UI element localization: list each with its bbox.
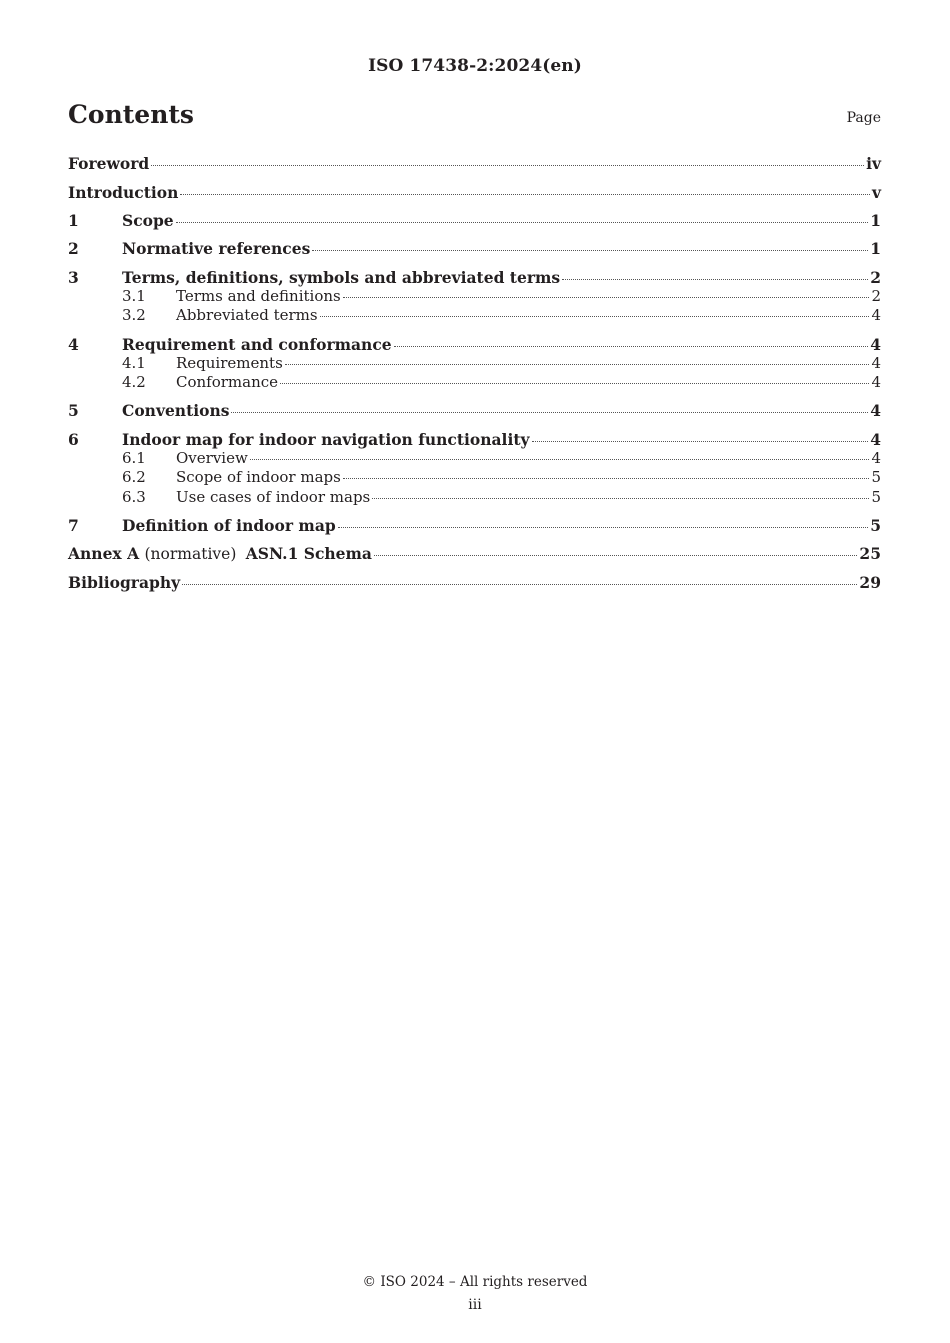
- dot-leader: [151, 164, 864, 166]
- toc-entry-section-3[interactable]: [68, 268, 881, 287]
- toc-entry-title: Normative references: [122, 239, 311, 258]
- toc-entry-title: Conventions: [122, 401, 230, 420]
- toc-entry-section-3-1[interactable]: [68, 287, 881, 305]
- annex-qualifier: (normative): [144, 545, 237, 563]
- toc-entry-section-3-2[interactable]: [68, 306, 881, 324]
- toc-entry-title: Definition of indoor map: [122, 516, 336, 535]
- dot-leader: [231, 411, 868, 413]
- toc-entry-page: 25: [859, 544, 881, 563]
- toc-entry-number: 6: [68, 430, 79, 449]
- toc-entry-page: 2: [871, 287, 881, 305]
- dot-leader: [343, 477, 870, 479]
- toc-entry-section-6-3[interactable]: [68, 488, 881, 506]
- toc-entry-section-4[interactable]: [68, 335, 881, 354]
- toc-entry-section-6-2[interactable]: [68, 468, 881, 486]
- toc-entry-title: Use cases of indoor maps: [176, 488, 371, 506]
- toc-entry-number: 7: [68, 516, 79, 535]
- toc-entry-title: Scope of indoor maps: [176, 468, 341, 486]
- toc-entry-section-1[interactable]: [68, 211, 881, 230]
- toc-entry-number: 4.1: [122, 354, 146, 372]
- toc-entry-page: v: [871, 183, 881, 202]
- toc-entry-section-4-1[interactable]: [68, 354, 881, 372]
- toc-entry-number: 6.2: [122, 468, 146, 486]
- dot-leader: [285, 363, 870, 365]
- toc-entry-number: 4: [68, 335, 79, 354]
- toc-entry-title: Overview: [176, 449, 248, 467]
- dot-leader: [372, 497, 869, 499]
- toc-entry-title: Terms, definitions, symbols and abbreviated terms: [122, 268, 561, 287]
- toc-entry-title: Indoor map for indoor navigation functionality: [122, 430, 530, 449]
- toc-entry-number: 6.3: [122, 488, 146, 506]
- dot-leader: [176, 221, 869, 223]
- toc-entry-page: 4: [870, 335, 881, 354]
- toc-entry-page: 2: [870, 268, 881, 287]
- dot-leader: [312, 249, 868, 251]
- dot-leader: [320, 315, 870, 317]
- toc-entry-number: 3.1: [122, 287, 146, 305]
- toc-entry-page: iv: [866, 154, 881, 173]
- dot-leader: [180, 193, 870, 195]
- toc-entry-foreword[interactable]: [68, 154, 881, 173]
- toc-entry-page: 4: [871, 373, 881, 391]
- toc-entry-number: 3: [68, 268, 79, 287]
- toc-entry-number: 2: [68, 239, 79, 258]
- dot-leader: [562, 278, 868, 280]
- toc-entry-title: Requirements: [176, 354, 283, 372]
- toc-entry-title: Abbreviated terms: [176, 306, 318, 324]
- toc-entry-section-6[interactable]: [68, 430, 881, 449]
- toc-entry-page: 5: [871, 468, 881, 486]
- dot-leader: [182, 583, 857, 585]
- toc-entry-page: 4: [870, 401, 881, 420]
- dot-leader: [338, 526, 869, 528]
- toc-entry-page: 4: [870, 430, 881, 449]
- toc-entry-number: 6.1: [122, 449, 146, 467]
- toc-entry-title: Terms and definitions: [176, 287, 341, 305]
- toc-entry-title: Introduction: [68, 183, 179, 202]
- toc-entry-bibliography[interactable]: [68, 573, 881, 592]
- toc-entry-title: Foreword: [68, 154, 150, 173]
- dot-leader: [280, 382, 869, 384]
- toc-entry-number: 3.2: [122, 306, 146, 324]
- toc-entry-title: [68, 544, 372, 563]
- toc-entry-page: 4: [871, 354, 881, 372]
- dot-leader: [532, 440, 869, 442]
- toc-entry-title: Conformance: [176, 373, 279, 391]
- dot-leader: [250, 458, 870, 460]
- toc-entry-introduction[interactable]: [68, 183, 881, 202]
- contents-title: Contents: [68, 100, 195, 129]
- toc-entry-section-5[interactable]: [68, 401, 881, 420]
- page-number: iii: [468, 1297, 482, 1313]
- toc-entry-title: Bibliography: [68, 573, 181, 592]
- toc-entry-page: 1: [870, 239, 881, 258]
- toc-entry-section-7[interactable]: [68, 516, 881, 535]
- toc-entry-section-2[interactable]: [68, 239, 881, 258]
- toc-entry-number: 4.2: [122, 373, 146, 391]
- toc-entry-title: Requirement and conformance: [122, 335, 392, 354]
- toc-entry-number: 1: [68, 211, 79, 230]
- annex-label: Annex A: [68, 544, 140, 563]
- toc-entry-section-6-1[interactable]: [68, 449, 881, 467]
- page-column-label: Page: [846, 110, 881, 126]
- toc-entry-page: 5: [870, 516, 881, 535]
- annex-title: ASN.1 Schema: [245, 544, 372, 563]
- toc-entry-page: 29: [859, 573, 881, 592]
- toc-entry-page: 1: [870, 211, 881, 230]
- dot-leader: [343, 296, 870, 298]
- toc-entry-annex-a[interactable]: [68, 544, 881, 563]
- toc-entry-number: 5: [68, 401, 79, 420]
- copyright-notice: © ISO 2024 – All rights reserved: [362, 1274, 588, 1290]
- document-id: ISO 17438-2:2024(en): [368, 56, 582, 76]
- toc-entry-page: 4: [871, 449, 881, 467]
- dot-leader: [374, 554, 857, 556]
- dot-leader: [394, 345, 869, 347]
- toc-entry-section-4-2[interactable]: [68, 373, 881, 391]
- toc-entry-page: 4: [871, 306, 881, 324]
- toc-entry-page: 5: [871, 488, 881, 506]
- toc-entry-title: Scope: [122, 211, 174, 230]
